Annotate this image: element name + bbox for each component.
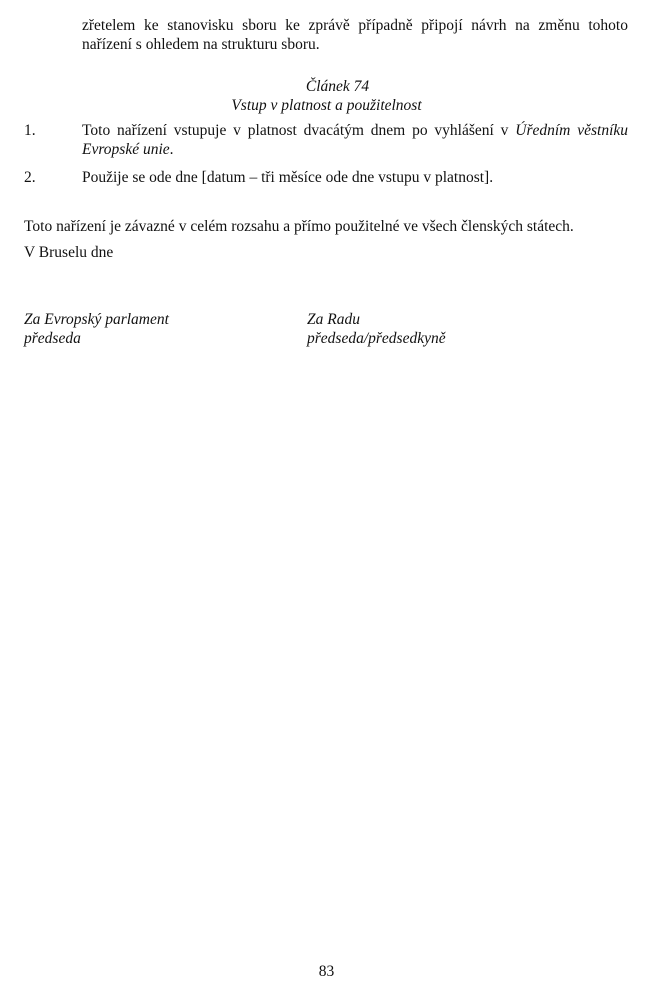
signature-role: předseda/předsedkyně	[307, 330, 446, 347]
article-heading	[0, 77, 653, 115]
item-number: 1.	[24, 122, 36, 139]
signature-council	[307, 310, 446, 348]
continuation-paragraph	[82, 16, 628, 54]
continuation-line-1: zřetelem ke stanovisku sboru ke zprávě případně připojí návrh na změnu tohoto	[82, 17, 628, 34]
page-number: 83	[318, 963, 335, 980]
item-number: 2.	[24, 169, 36, 186]
signature-parliament	[24, 310, 169, 348]
signature-institution: Za Evropský parlament	[24, 311, 169, 328]
signature-role: předseda	[24, 330, 81, 347]
item-text-post: .	[169, 141, 174, 158]
signature-institution: Za Radu	[307, 311, 360, 328]
item-text: Použije se ode dne [datum – tři měsíce ode dne vstupu v platnost].	[82, 169, 494, 186]
journal-name-part-1: Úředním věstníku	[515, 122, 628, 139]
journal-name-part-2: Evropské unie	[82, 141, 170, 158]
place-date-line: V Bruselu dne	[24, 244, 114, 261]
continuation-line-2: nařízení s ohledem na strukturu sboru.	[82, 36, 320, 53]
item-text-line-2	[82, 140, 628, 159]
item-text-line-1	[82, 121, 628, 140]
article-title: Článek 74	[305, 78, 370, 95]
item-text-pre: Toto nařízení vstupuje v platnost dvacátým dnem po vyhlášení v	[82, 122, 516, 139]
item-text	[82, 121, 628, 159]
article-subtitle: Vstup v platnost a použitelnost	[231, 97, 422, 114]
binding-statement: Toto nařízení je závazné v celém rozsahu a přímo použitelné ve všech členských státech.	[24, 218, 574, 235]
